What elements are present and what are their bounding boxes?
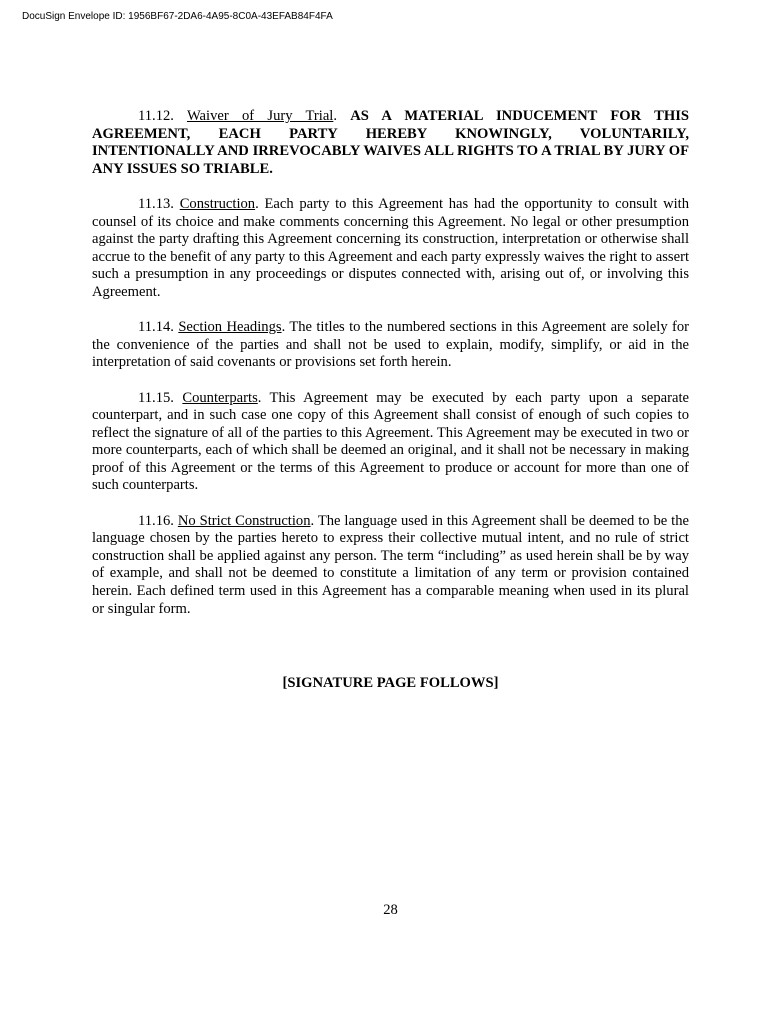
section-text: The titles to the numbered sections in this Agreement are solely for the convenience of the parties and shall not be used to explain, modify, simplify, or aid in the interpretation of said covenants or provisions set forth herein. xyxy=(92,319,689,371)
section-heading: No Strict Construction xyxy=(177,512,311,529)
docusign-envelope-id: DocuSign Envelope ID: 1956BF67-2DA6-4A95-8C0A-43EFAB84F4FA xyxy=(22,11,333,22)
page-number: 28 xyxy=(383,902,398,918)
section-heading: Waiver of Jury Trial xyxy=(186,108,334,124)
section-text: This Agreement may be executed by each party upon a separate counterpart, and in such case one copy of this Agreement shall consist of enough of such copies to reflect the signature of all of the parties to this Agreement. This Agreement may be executed in two or more counterparts, each of which shall be deemed an original, and it shall not be necessary in making proof of this Agreement or the terms of this Agreement to produce or account for more than one of such counterparts. xyxy=(92,389,689,494)
section-text: Each party to this Agreement has had the opportunity to consult with counsel of its choice and make comments concerning this Agreement. No legal or other presumption against the party drafting this Agreement concerning its construction, interpretation or otherwise shall accrue to the benefit of any party to this Agreement and each party expressly waives the right to assert such a presumption in any proceedings or disputes connected with, arising out of, or involving this Agreement. xyxy=(92,195,690,300)
section-text: AS A MATERIAL INDUCEMENT FOR THIS AGREEMENT, EACH PARTY HEREBY KNOWINGLY, VOLUNTARILY, INTENTIONALLY AND IRREVOCABLY WAIVES ALL RIGHTS TO A TRIAL BY JURY OF ANY ISSUES SO TRIABLE. xyxy=(92,108,690,177)
section-construction: 11.13. Construction. Each party to this Agreement has had the opportunity to consult with counsel of its choice and make comments concerning this Agreement. No legal or other presumption against the party drafting this Agreement concerning its construction, interpretation or otherwise shall accrue to the benefit of any party to this Agreement and each party expressly waives the right to assert such a presumption in any proceedings or disputes connected with, arising out of, or involving this Agreement. xyxy=(92,195,690,300)
section-number: 11.14. xyxy=(138,319,174,336)
section-heading: Section Headings xyxy=(178,319,282,336)
section-text: The language used in this Agreement shall be deemed to be the language chosen by the parties hereto to express their collective mutual intent, and no rule of strict construction shall be applied against any person. The term “including” as used herein shall be by way of example, and shall not be deemed to constitute a limitation of any term or provision contained herein. Each defined term used in this Agreement has a comparable meaning when used in its plural or singular form. xyxy=(92,512,689,617)
document-body xyxy=(92,108,689,636)
section-counterparts: 11.15. Counterparts. This Agreement may be executed by each party upon a separate counterpart, and in such case one copy of this Agreement shall consist of enough of such copies to reflect the signature of all of the parties to this Agreement. This Agreement may be executed in two or more counterparts, each of which shall be deemed an original, and it shall not be necessary in making proof of this Agreement or the terms of this Agreement to produce or account for more than one of such counterparts. xyxy=(92,389,689,494)
section-waiver-of-jury-trial: 11.12. Waiver of Jury Trial. AS A MATERIAL INDUCEMENT FOR THIS AGREEMENT, EACH PARTY HEREBY KNOWINGLY, VOLUNTARILY, INTENTIONALLY AND IRREVOCABLY WAIVES ALL RIGHTS TO A TRIAL BY JURY OF ANY ISSUES SO TRIABLE. xyxy=(92,108,690,177)
section-number: 11.16. xyxy=(138,512,174,529)
section-section-headings: 11.14. Section Headings. The titles to the numbered sections in this Agreement are solely for the convenience of the parties and shall not be used to explain, modify, simplify, or aid in the interpretation of said covenants or provisions set forth herein. xyxy=(92,319,689,371)
section-number: 11.15. xyxy=(138,389,174,406)
section-heading: Construction xyxy=(179,195,256,212)
section-number: 11.12. xyxy=(138,108,174,124)
signature-page-notice: [SIGNATURE PAGE FOLLOWS] xyxy=(282,675,499,691)
section-heading: Counterparts xyxy=(182,389,258,406)
section-no-strict-construction: 11.16. No Strict Construction. The language used in this Agreement shall be deemed to be the language chosen by the parties hereto to express their collective mutual intent, and no rule of strict construction shall be applied against any person. The term “including” as used herein shall be by way of example, and shall not be deemed to constitute a limitation of any term or provision contained herein. Each defined term used in this Agreement has a comparable meaning when used in its plural or singular form. xyxy=(92,512,689,617)
section-number: 11.13. xyxy=(138,195,174,212)
